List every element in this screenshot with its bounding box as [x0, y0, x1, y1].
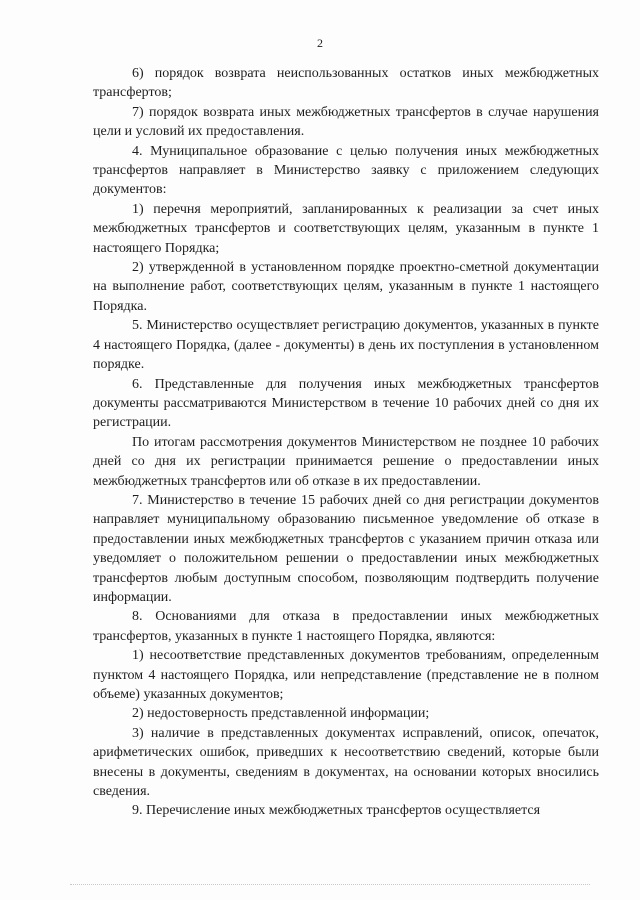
paragraph-clause-8-item-3: 3) наличие в представленных документах исправлений, описок, опечаток, арифметических ошибок, приведших к несоответствию сведений, которые были внесены в документы, сведениям в документах, на основании которых вносились сведения. [93, 725, 599, 800]
paragraph-clause-6: 6. Представленные для получения иных межбюджетных трансфертов документы рассматриваются Министерством в течение 10 рабочих дней со дня их регистрации. [93, 376, 599, 431]
paragraph-clause-8: 8. Основаниями для отказа в предоставлении иных межбюджетных трансфертов, указанных в пункте 1 настоящего Порядка, являются: [93, 609, 599, 644]
paragraph-clause-4: 4. Муниципальное образование с целью получения иных межбюджетных трансфертов направляет в Министерство заявку с приложением следующих документов: [93, 143, 599, 198]
paragraph-clause-5: 5. Министерство осуществляет регистрацию документов, указанных в пункте 4 настоящего Порядка, (далее - документы) в день их поступления в установленном порядке. [93, 318, 599, 373]
paragraph-clause-8-item-1: 1) несоответствие представленных документов требованиям, определенным пунктом 4 настоящего Порядка, или непредставление (представление не в полном объеме) указанных документов; [93, 648, 599, 702]
paragraph-clause-7: 7. Министерство в течение 15 рабочих дней со дня регистрации документов направляет муниципальному образованию письменное уведомление об отказе в предоставлении иных межбюджетных трансфертов с указанием причин отказа или уведомляет о положительном решении о предоставлении иных межбюджетных трансфертов любым доступным способом, позволяющим подтвердить получение информации. [93, 492, 599, 605]
document-body [93, 64, 599, 821]
paragraph-item-6-return-remainders: 6) порядок возврата неиспользованных остатков иных межбюджетных трансфертов; [93, 66, 599, 101]
paragraph-clause-9: 9. Перечисление иных межбюджетных трансфертов осуществляется [132, 803, 541, 819]
page-number: 2 [317, 36, 323, 50]
paragraph-clause-8-item-2: 2) недостоверность представленной информации; [132, 706, 430, 722]
paragraph-item-7-return-violations: 7) порядок возврата иных межбюджетных трансфертов в случае нарушения цели и условий их предоставления. [93, 104, 599, 140]
paragraph-clause-4-item-1: 1) перечня мероприятий, запланированных к реализации за счет иных межбюджетных трансфертов и соответствующих целям, указанным в пункте 1 настоящего Порядка; [93, 201, 599, 256]
paragraph-clause-6-decision: По итогам рассмотрения документов Министерством не позднее 10 рабочих дней со дня их регистрации принимается решение о предоставлении иных межбюджетных трансфертов или об отказе в их предоставлении. [93, 434, 599, 489]
scan-artifact-line [70, 884, 590, 887]
paragraph-clause-4-item-2: 2) утвержденной в установленном порядке проектно-сметной документации на выполнение работ, соответствующих целям, указанным в пункте 1 настоящего Порядка. [93, 260, 599, 314]
